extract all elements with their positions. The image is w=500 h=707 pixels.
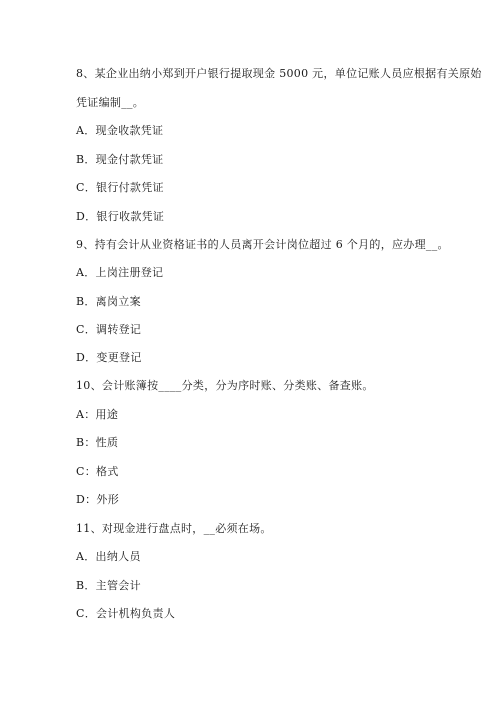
question-8-option-a: A．现金收款凭证 bbox=[76, 124, 164, 137]
question-10-stem: 10、会计账簿按____分类，分为序时账、分类账、备查账。 bbox=[76, 379, 374, 392]
question-10-option-a: A：用途 bbox=[76, 408, 119, 421]
question-9-option-b: B．离岗立案 bbox=[76, 295, 141, 308]
question-10-option-d: D：外形 bbox=[76, 493, 120, 506]
question-8-option-b: B．现金付款凭证 bbox=[76, 153, 164, 166]
question-9-option-c: C．调转登记 bbox=[76, 323, 142, 336]
question-9-stem: 9、持有会计从业资格证书的人员离开会计岗位超过 6 个月的，应办理__。 bbox=[76, 238, 449, 251]
question-11-option-c: C．会计机构负责人 bbox=[76, 607, 176, 620]
question-8-option-c: C．银行付款凭证 bbox=[76, 181, 164, 194]
question-8-stem-line1: 8、某企业出纳小郑到开户银行提取现金 5000 元，单位记账人员应根据有关原始 bbox=[76, 67, 482, 80]
question-11-option-b: B．主管会计 bbox=[76, 579, 141, 592]
question-10-option-c: C：格式 bbox=[76, 465, 119, 478]
question-10-option-b: B：性质 bbox=[76, 436, 119, 449]
question-8-stem-line2: 凭证编制__。 bbox=[76, 96, 145, 109]
question-11-option-a: A．出纳人员 bbox=[76, 550, 141, 563]
question-11-stem: 11、对现金进行盘点时，__必须在场。 bbox=[76, 522, 272, 535]
question-9-option-d: D．变更登记 bbox=[76, 351, 142, 364]
question-9-option-a: A．上岗注册登记 bbox=[76, 266, 164, 279]
question-8-option-d: D．银行收款凭证 bbox=[76, 210, 165, 223]
